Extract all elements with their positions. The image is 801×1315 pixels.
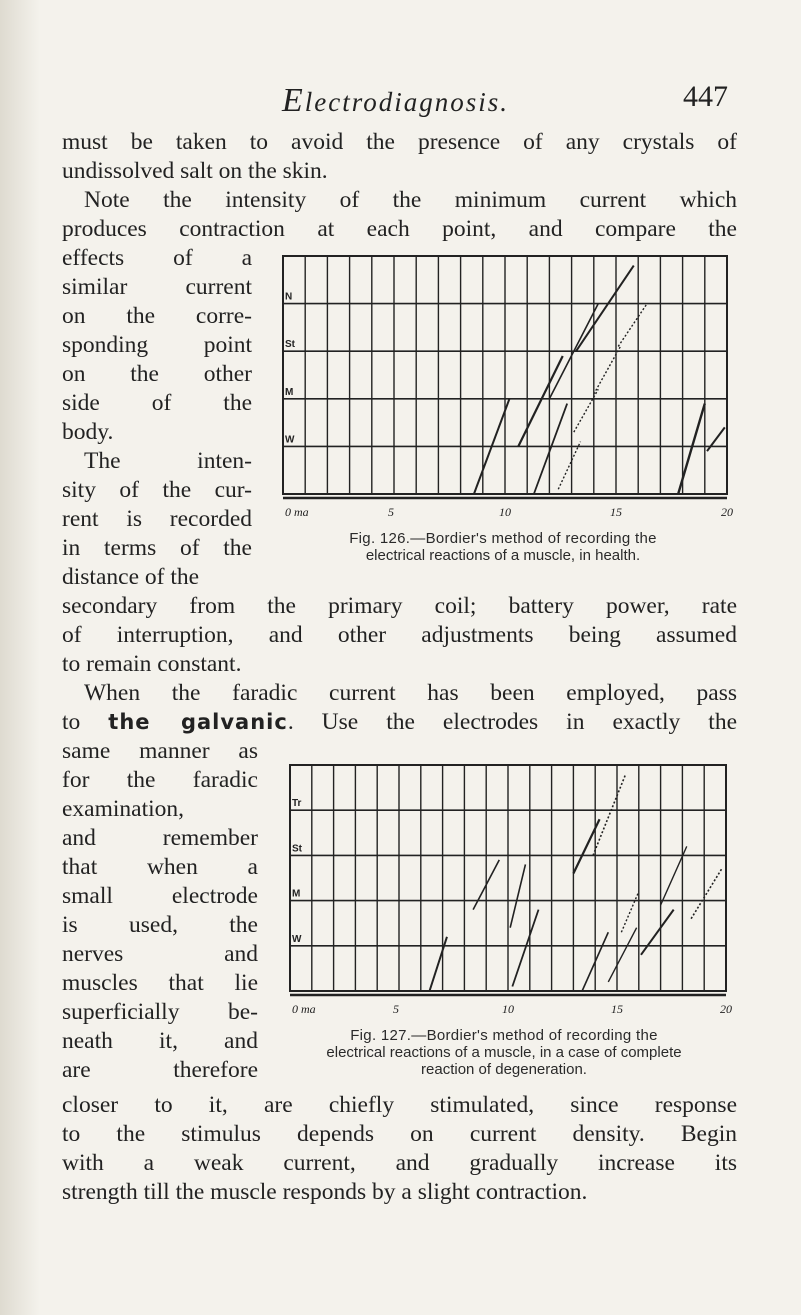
- body-line: The inten-: [84, 448, 252, 474]
- body-line: strength till the muscle responds by a slight contraction.: [62, 1179, 588, 1205]
- reaction-stroke: [691, 869, 722, 919]
- caption-line: reaction of degeneration.: [421, 1061, 587, 1078]
- body-line: in terms of the: [62, 535, 252, 561]
- page-number: 447: [683, 80, 728, 113]
- reaction-stroke: [430, 937, 447, 991]
- reaction-stroke: [576, 266, 634, 352]
- body-line: that when a: [62, 854, 258, 880]
- body-line: on the other: [62, 361, 252, 387]
- row-label: N: [285, 291, 293, 303]
- body-line: When the faradic current has been employed, pass: [84, 680, 737, 706]
- axis-tick-label: 15: [610, 505, 622, 519]
- reaction-stroke: [593, 774, 626, 855]
- axis-tick-label: 5: [393, 1002, 399, 1016]
- page-header: [0, 76, 801, 119]
- body-line: superficially be-: [62, 999, 258, 1025]
- row-label: St: [285, 339, 295, 351]
- row-label: W: [292, 933, 302, 945]
- body-line: rent is recorded: [62, 506, 252, 532]
- body-line: muscles that lie: [62, 970, 258, 996]
- body-line: body.: [62, 419, 114, 445]
- body-line: distance of the: [62, 564, 200, 590]
- reaction-stroke: [707, 427, 725, 451]
- text-run: . Use the electrodes in exactly the: [287, 709, 737, 735]
- emphasis-galvanic: the galvanic: [108, 710, 288, 734]
- body-line: effects of a: [62, 245, 252, 271]
- body-line: to remain constant.: [62, 651, 242, 677]
- running-title: Electrodiagnosis.: [282, 82, 510, 119]
- axis-tick-label: 0 ma: [292, 1002, 316, 1016]
- row-label: St: [292, 843, 302, 855]
- axis-tick-label: 20: [720, 1002, 732, 1016]
- reaction-stroke: [558, 442, 580, 490]
- caption-line: Fig. 126.—Bordier's method of recording the: [349, 530, 657, 547]
- body-line: secondary from the primary coil; battery power, rate: [62, 593, 737, 619]
- row-label: M: [285, 386, 294, 398]
- body-line: neath it, and: [62, 1028, 258, 1054]
- reaction-stroke: [621, 892, 638, 933]
- text-run: to: [62, 709, 109, 735]
- reaction-stroke: [512, 910, 538, 987]
- caption-line: electrical reactions of a muscle, in health.: [365, 547, 641, 564]
- figure-126-caption: [268, 530, 738, 564]
- reaction-stroke: [574, 389, 598, 432]
- body-line: examination,: [62, 796, 185, 822]
- body-line: [62, 708, 737, 737]
- body-line: sity of the cur-: [62, 477, 252, 503]
- reaction-stroke: [618, 304, 647, 347]
- side-column-p4: [62, 737, 258, 1085]
- body-line: must be taken to avoid the presence of any crystals of: [62, 129, 737, 155]
- axis-tick-label: 10: [499, 505, 511, 519]
- row-label: Tr: [292, 798, 302, 810]
- body-line: side of the: [62, 390, 252, 416]
- body-line: undissolved salt on the skin.: [62, 158, 328, 184]
- reaction-stroke: [641, 910, 674, 955]
- figure-127-chart: [286, 757, 730, 1025]
- body-line: small electrode: [62, 883, 258, 909]
- reaction-stroke: [608, 928, 636, 982]
- figure-126-chart: [279, 248, 731, 528]
- reaction-stroke: [510, 864, 525, 927]
- body-line: closer to it, are chiefly stimulated, since response: [62, 1092, 737, 1118]
- body-line: is used, the: [62, 912, 258, 938]
- row-label: M: [292, 888, 301, 900]
- figure-127-caption: [268, 1027, 740, 1078]
- body-line: and remember: [62, 825, 258, 851]
- side-column-p3: [62, 447, 252, 592]
- body-line: similar current: [62, 274, 252, 300]
- body-line: nerves and: [62, 941, 258, 967]
- axis-tick-label: 0 ma: [285, 505, 309, 519]
- body-line: to the stimulus depends on current density. Begin: [62, 1121, 737, 1147]
- body-line: are therefore: [62, 1057, 258, 1083]
- row-label: W: [285, 434, 295, 446]
- axis-tick-label: 20: [721, 505, 733, 519]
- body-line: produces contraction at each point, and compare the: [62, 216, 737, 242]
- figure-126-svg: [279, 248, 731, 528]
- page-gutter-shadow: [0, 0, 40, 1315]
- side-column-p2: [62, 244, 252, 447]
- caption-line: Fig. 127.—Bordier's method of recording the: [350, 1027, 658, 1044]
- body-line: for the faradic: [62, 767, 258, 793]
- body-line: on the corre-: [62, 303, 252, 329]
- body-line: of interruption, and other adjustments being assumed: [62, 622, 737, 648]
- body-line: Note the intensity of the minimum current which: [84, 187, 737, 213]
- axis-tick-label: 15: [611, 1002, 623, 1016]
- figure-127-svg: [286, 757, 730, 1025]
- axis-tick-label: 10: [502, 1002, 514, 1016]
- caption-line: electrical reactions of a muscle, in a case of complete: [326, 1044, 682, 1061]
- axis-tick-label: 5: [388, 505, 394, 519]
- body-line: sponding point: [62, 332, 252, 358]
- body-line: same manner as: [62, 738, 258, 764]
- body-line: with a weak current, and gradually increase its: [62, 1150, 737, 1176]
